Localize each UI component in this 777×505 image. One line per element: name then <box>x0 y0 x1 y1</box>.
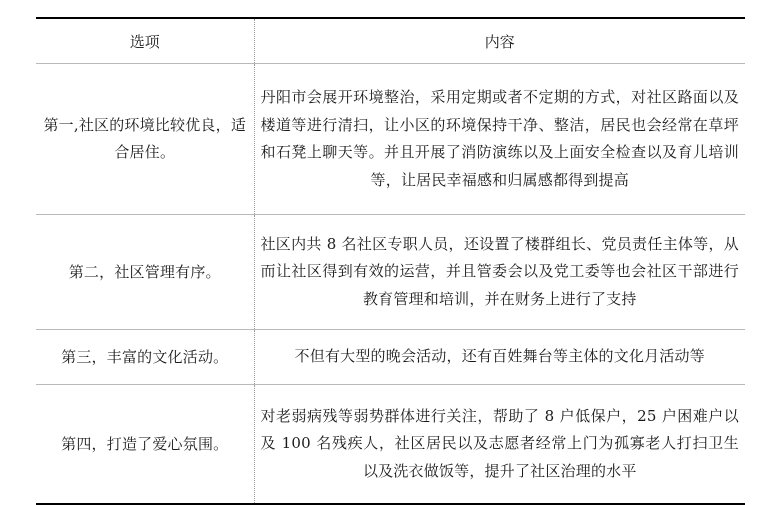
row-option-cell: 第一,社区的环境比较优良，适合居住。 <box>36 64 254 215</box>
header-content: 内容 <box>254 18 745 64</box>
header-option: 选项 <box>36 18 254 64</box>
row-option-cell: 第四，打造了爱心氛围。 <box>36 385 254 505</box>
content-table <box>36 17 745 505</box>
row-content-cell: 对老弱病残等弱势群体进行关注，帮助了 8 户低保户，25 户困难户以及 100 名残疾人，社区居民以及志愿者经常上门为孤寡老人打扫卫生以及洗衣做饭等，提升了社区治理的水平 <box>254 385 745 505</box>
table-row <box>36 385 745 505</box>
row-option-cell: 第三，丰富的文化活动。 <box>36 330 254 385</box>
row-content-cell: 不但有大型的晚会活动，还有百姓舞台等主体的文化月活动等 <box>254 330 745 385</box>
row-option-cell: 第二，社区管理有序。 <box>36 215 254 330</box>
table-header-row <box>36 18 745 64</box>
table-row <box>36 330 745 385</box>
table-row <box>36 64 745 215</box>
row-content-cell: 丹阳市会展开环境整治，采用定期或者不定期的方式，对社区路面以及楼道等进行清扫，让小区的环境保持干净、整洁，居民也会经常在草坪和石凳上聊天等。并且开展了消防演练以及上面安全检查以及育儿培训等，让居民幸福感和归属感都得到提高 <box>254 64 745 215</box>
row-content-cell: 社区内共 8 名社区专职人员，还设置了楼群组长、党员责任主体等，从而让社区得到有效的运营，并且管委会以及党工委等也会社区干部进行教育管理和培训，并在财务上进行了支持 <box>254 215 745 330</box>
table-row <box>36 215 745 330</box>
